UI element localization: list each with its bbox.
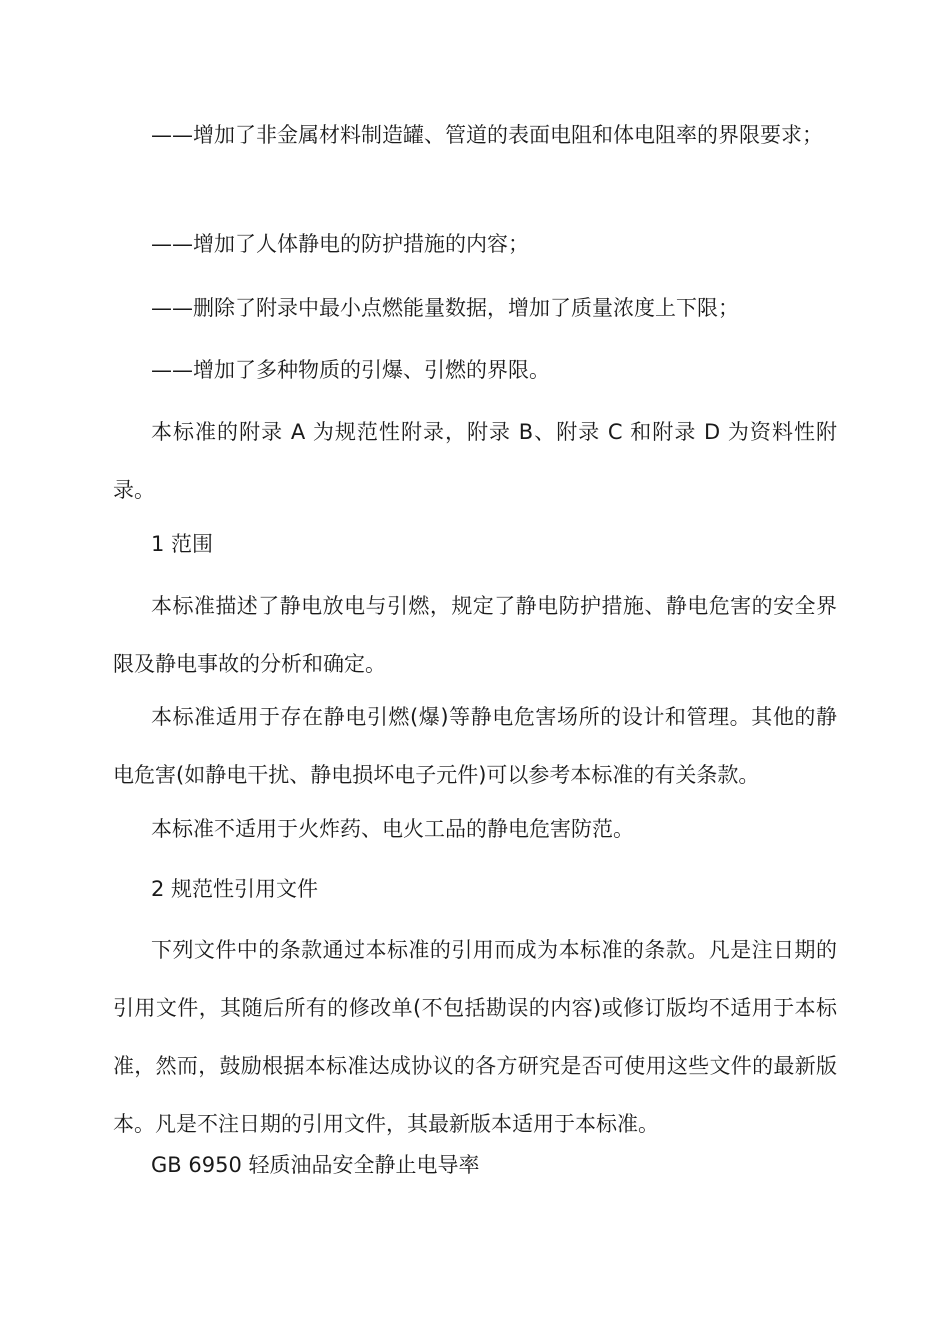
change-item-human-static: ——增加了人体静电的防护措施的内容； <box>151 232 529 256</box>
scope-paragraph-description: 本标准描述了静电放电与引燃，规定了静电防护措施、静电危害的安全界限及静电事故的分析和确定。 <box>113 594 837 676</box>
scope-paragraph-exclusion: 本标准不适用于火炸药、电火工品的静电危害防范。 <box>151 817 634 841</box>
scope-paragraph-applicability: 本标准适用于存在静电引燃(爆)等静电危害场所的设计和管理。其他的静电危害(如静电干扰、静电损坏电子元件)可以参考本标准的有关条款。 <box>113 705 837 787</box>
appendix-note: 本标准的附录 A 为规范性附录，附录 B、附录 C 和附录 D 为资料性附录。 <box>113 420 837 502</box>
change-item-surface-resistance: ——增加了非金属材料制造罐、管道的表面电阻和体电阻率的界限要求； <box>151 123 823 147</box>
section-heading-scope: 1 范围 <box>151 532 214 556</box>
change-item-appendix-data: ——删除了附录中最小点燃能量数据，增加了质量浓度上下限； <box>151 296 739 320</box>
change-item-ignition-limits: ——增加了多种物质的引爆、引燃的界限。 <box>151 358 550 382</box>
normative-references-paragraph: 下列文件中的条款通过本标准的引用而成为本标准的条款。凡是注日期的引用文件，其随后所有的修改单(不包括勘误的内容)或修订版均不适用于本标准，然而，鼓励根据本标准达成协议的各方研究是否可使用这些文件的最新版本。凡是不注日期的引用文件，其最新版本适用于本标准。 <box>113 938 837 1136</box>
reference-item-gb6950: GB 6950 轻质油品安全静止电导率 <box>151 1153 480 1177</box>
section-heading-normative-references: 2 规范性引用文件 <box>151 877 319 901</box>
